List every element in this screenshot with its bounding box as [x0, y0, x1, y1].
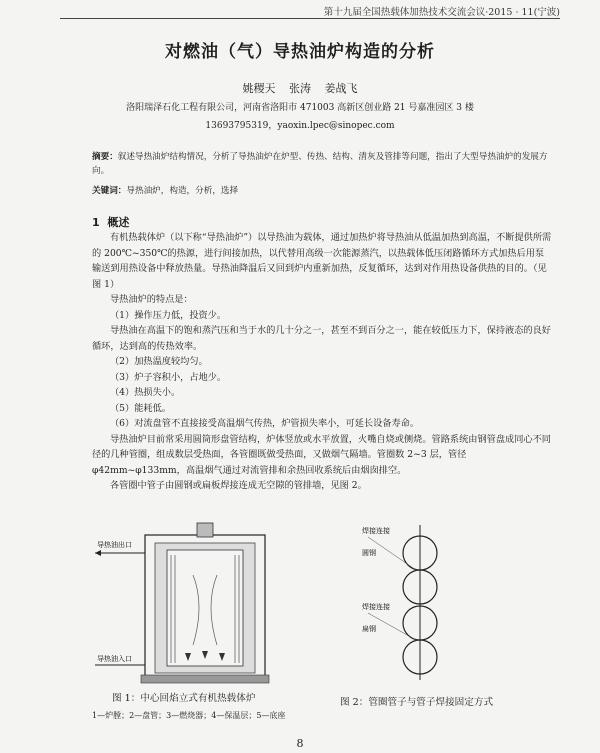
weld-label-1: 焊接连接: [362, 527, 390, 535]
burner: [197, 523, 213, 537]
paragraph: 导热油炉目前常采用圆筒形盘管结构，炉体竖放或水平放置，火嘴自烧或侧烧。管路系统由钢管盘成同心不同径的几种管圈，组成数层受热面，各管圈既做受热面，又做烟气隔墙。管圈数 2~3 层，管径 φ42mm~φ133mm，高温烟气通过对流管排和余热回收系统后由烟囱排空。: [92, 433, 551, 476]
figure2-tube-welding: [360, 515, 480, 690]
authors: [0, 80, 600, 96]
paragraph: 导热油炉的特点是：: [110, 294, 193, 305]
steel-label-2: 扁钢: [362, 625, 376, 633]
page-number: 8: [296, 737, 304, 750]
list-item: （4）热损失小。: [110, 387, 181, 398]
figure1-caption: 图 1：中心回焰立式有机热载体炉: [112, 693, 256, 704]
outlet-label: 导热油出口: [97, 541, 132, 549]
author: 姜战飞: [324, 82, 358, 95]
steel-label-1: 圆钢: [362, 549, 376, 557]
paper-title: 对燃油（气）导热油炉构造的分析: [165, 42, 435, 62]
abstract: [92, 150, 552, 178]
list-item: （3）炉子容积小，占地少。: [110, 371, 227, 383]
paragraph: 各管圈中管子由圆钢或扁板焊接连成无空隙的管排墙，见图 2。: [110, 480, 367, 491]
paragraph: 导热油在高温下的饱和蒸汽压和当于水的几十分之一，甚至不到百分之一，能在较低压力下，保持液态的良好循环，达到高的传热效率。: [92, 325, 551, 352]
inlet-label: 导热油入口: [97, 655, 132, 663]
author: 张涛: [289, 82, 311, 95]
list-item: （2）加热温度较均匀。: [110, 356, 208, 367]
paragraph: 有机热载体炉（以下称“导热油炉”）以导热油为载体，通过加热炉将导热油从低温加热到高温，不断提供所需的 200℃~350℃的热源，进行间接加热，以代替用高级一次能源蒸汽，以热载体低压闭路循环方式加热后用泵输送到用热设备中释放热量。导热油降温后又回到炉内重新加热，反复循环，达到对作用热设备供热的目的。（见图 1）: [92, 232, 552, 290]
section-number: 1: [92, 216, 100, 229]
running-header: 第十九届全国热载体加热技术交流会议·2015 · 11(宁波): [323, 7, 560, 18]
author: 姚稷天: [242, 82, 276, 95]
figure1-furnace-drawing: [85, 515, 305, 690]
affiliation: 洛阳瑞泽石化工程有限公司，河南省洛阳市 471003 高新区创业路 21 号嘉准园区 3 楼: [126, 103, 474, 113]
base: [141, 675, 269, 683]
section-title: 概述: [107, 216, 130, 229]
abstract-text: 叙述导热油炉结构情况，分析了导热油炉在炉型、传热、结构、清灰及管排等问题，指出了大型导热油炉的发展方向。: [92, 152, 548, 176]
figure2-caption: 图 2：管圈管子与管子焊接固定方式: [340, 697, 494, 708]
abstract-label: 摘要：: [92, 152, 118, 162]
keywords: [92, 184, 552, 196]
list-item: （6）对流盘管不直接接受高温烟气传热，炉管损失率小，可延长设备寿命。: [110, 418, 420, 429]
body-text: [92, 230, 552, 494]
keywords-label: 关键词：: [92, 186, 127, 196]
weld-label-2: 焊接连接: [362, 603, 390, 611]
figure1-legend: 1—炉膛；2—盘管；3—燃烧器；4—保温层；5—底座: [92, 711, 286, 720]
furnace-chamber: [167, 550, 243, 666]
outlet-arrow: [95, 550, 101, 556]
keywords-text: 导热油炉，构造，分析，选择: [126, 186, 239, 196]
header-rule: [60, 18, 560, 19]
list-item: （5）能耗低。: [110, 402, 171, 414]
section-heading: [92, 214, 129, 230]
contact-info: 13693795319，yaoxin.lpec@sinopec.com: [205, 121, 395, 131]
list-item: （1）操作压力低，投资少。: [110, 309, 227, 321]
